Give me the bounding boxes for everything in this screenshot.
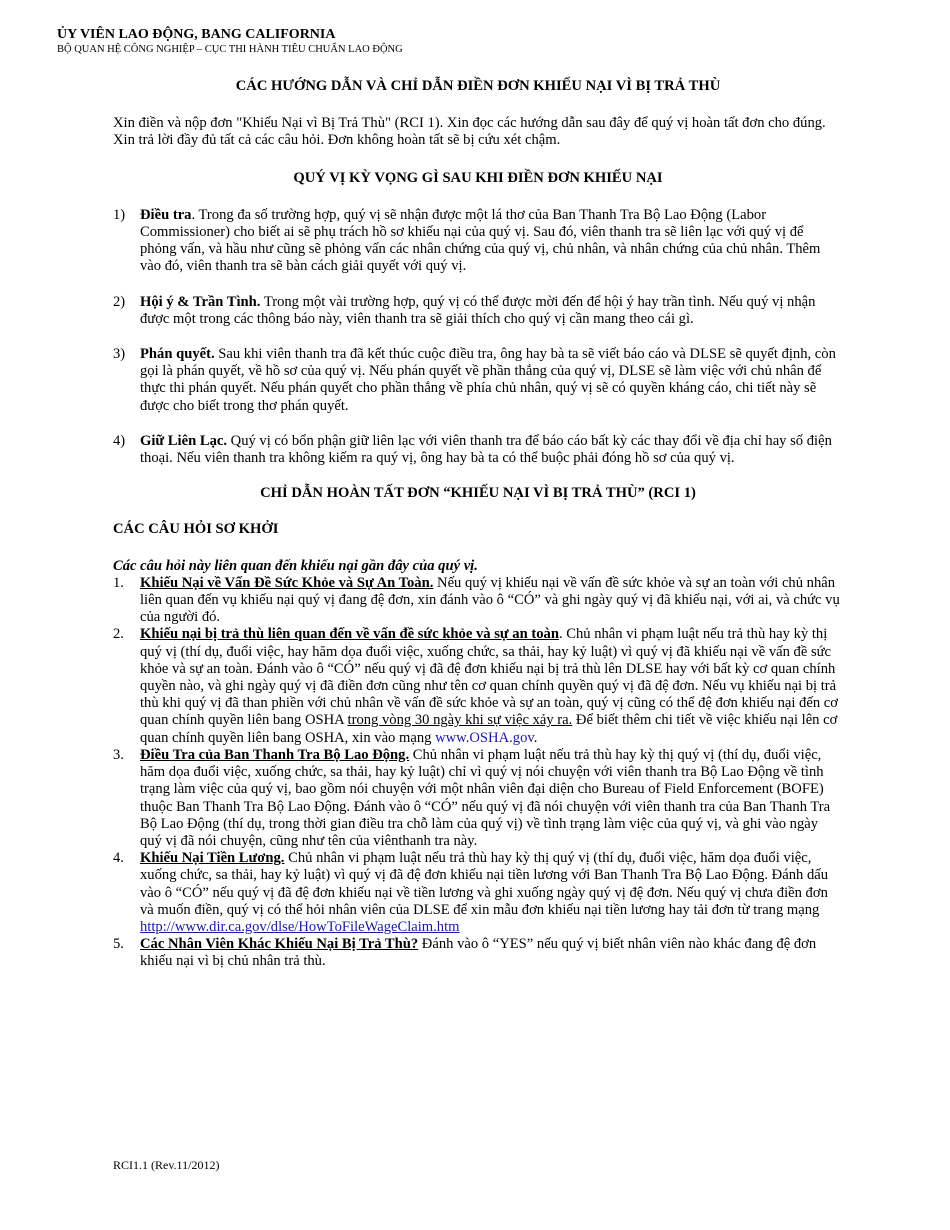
question-text-end: . [533,729,538,746]
question-label: Khiếu Nại Tiền Lương. [140,850,285,867]
questions-subheading: Các câu hỏi này liên quan đến khiếu nại gần đây của quý vị. [113,557,478,574]
document-body [113,78,843,971]
question-item [113,575,843,627]
agency-header [57,27,897,56]
item-number: 1) [113,206,126,223]
question-text: Chủ nhân vi phạm luật nếu trả thù hay kỳ thị quý vị (thí dụ, đuổi việc, hăm dọa đuổi việc, xuống chức, sa thải, hay kỷ luật) chỉ vì quý vị nói chuyện với viên thanh tra Bộ Lao Động về tình trạng làm việc của quý vị, bao gồm nói chuyện với một nhân viên đại diện cho Bureau of Field Enforcement (BOFE) thuộc Ban Thanh Tra Bộ Lao Động. Đánh vào ô “CÓ” nếu quý vị đã nói chuyện với viên thanh tra của Ban Thanh Tra Bộ Lao Động (thí dụ, trong thời gian điều tra chỗ làm của quý vị) về tình trạng làm việc của quý vị, và ghi vào ngày quý vị đã nói chuyện, cũng như tên của viênthanh tra này. [140,746,831,849]
question-label: Khiếu Nại về Vấn Đề Sức Khỏe và Sự An Toàn. [140,574,434,591]
question-item [113,747,843,850]
questions-list [113,575,843,971]
section2-heading: CHỈ DẪN HOÀN TẤT ĐƠN “KHIẾU NẠI VÌ BỊ TRẢ THÙ” (RCI 1) [260,485,696,502]
item-label: Điều tra [140,206,192,223]
list-item [113,294,843,328]
question-text: . Chủ nhân vi phạm luật nếu trả thù hay kỳ thị quý vị (thí dụ, đuổi việc, hay hăm dọa đuổi việc, xuống chức, sa thải, hay kỷ luật) vì quý vị đã khiếu nại về vấn đề sức khỏe và sự an toàn. Đánh vào ô “CÓ” nếu quý vị đã đệ đơn khiếu nại bị trả thù lên DLSE hay với bất kỳ cơ quan chính quyền nào, và ghi ngày quý vị đã điền đơn cũng như tên cơ quan chính quyền quý vị đã đệ đơn. Nếu vụ khiếu nại bị trả thù khi quý vị đã than phiền với chủ nhân về vấn đề sức khỏe và sự an toàn, quý vị cũng có thể đệ đơn khiếu nại đến cơ quan chính quyền liên bang OSHA [140,626,838,729]
item-number: 3) [113,346,126,363]
list-item [113,433,843,467]
question-number: 3. [113,746,124,763]
list-item [113,207,843,276]
form-revision-footer: RCI1.1 (Rev.11/2012) [113,1158,220,1172]
deadline-note: trong vòng 30 ngày khi sự việc xảy ra. [347,712,573,729]
intro-paragraph: Xin điền và nộp đơn "Khiếu Nại vì Bị Trả Thù" (RCI 1). Xin đọc các hướng dẫn sau đây để quý vị hoàn tất đơn cho đúng. Xin trả lời đầy đủ tất cả các câu hỏi. Đơn không hoàn tất sẽ bị cứu xét chậm. [113,115,826,149]
question-label: Khiếu nại bị trả thù liên quan đến về vấn đề sức khỏe và sự an toàn [140,626,559,643]
department-name: BỘ QUAN HỆ CÔNG NGHIỆP – CỤC THI HÀNH TIÊU CHUẨN LAO ĐỘNG [57,44,403,55]
question-number: 1. [113,574,124,591]
list-item [113,346,843,415]
question-text: Đánh vào ô “YES” nếu quý vị biết nhân viên nào khác đang đệ đơn khiếu nại vì bị chủ nhân trả thù. [140,936,817,970]
question-item [113,850,843,936]
item-text: Trong một vài trường hợp, quý vị có thể được mời đến để hội ý hay trần tình. Nếu quý vị nhận được một trong các thông báo này, viên thanh tra sẽ giải thích cho quý vị cần mang theo cái gì. [140,293,816,327]
expectations-list [113,207,843,467]
page-title: CÁC HƯỚNG DẪN VÀ CHỈ DẪN ĐIỀN ĐƠN KHIẾU NẠI VÌ BỊ TRẢ THÙ [235,78,721,94]
item-number: 4) [113,432,126,449]
question-label: Các Nhân Viên Khác Khiếu Nại Bị Trả Thù? [140,936,419,953]
question-label: Điều Tra của Ban Thanh Tra Bộ Lao Động. [140,746,410,763]
section1-heading: QUÝ VỊ KỲ VỌNG GÌ SAU KHI ĐIỀN ĐƠN KHIẾU NẠI [293,169,663,186]
item-text: . Trong đa số trường hợp, quý vị sẽ nhận được một lá thơ của Ban Thanh Tra Bộ Lao Động (Labor Commissioner) cho biết ai sẽ phụ trách hồ sơ khiếu nại của quý vị. Sau đó, viên thanh tra sẽ liên lạc với quý vị để phỏng vấn, và hầu như cũng sẽ phỏng vấn các nhân chứng của quý vị, chủ nhân, và nhân chứng của chủ nhân. Thêm vào đó, viên thanh tra sẽ bàn cách giải quyết với quý vị. [140,206,821,275]
question-number: 5. [113,936,124,953]
question-number: 4. [113,850,124,867]
item-text: Sau khi viên thanh tra đã kết thúc cuộc điều tra, ông hay bà ta sẽ viết báo cáo và DLSE sẽ quyết định, còn gọi là phán quyết, về hồ sơ của quý vị. Nếu phán quyết về phần thắng của quý vị, DLSE sẽ làm việc với chủ nhân để thực thi phán quyết. Nếu phán quyết cho phần thắng về phía chủ nhân, quý vị sẽ có quyền kháng cáo, chi tiết này sẽ được cho biết trong thơ phán quyết. [140,346,836,414]
agency-name: ỦY VIÊN LAO ĐỘNG, BANG CALIFORNIA [57,27,336,42]
item-label: Giữ Liên Lạc. [140,432,227,449]
question-item [113,936,843,970]
question-text-cont: Để biết thêm chi tiết về việc khiếu nại lên cơ quan chính quyền liên bang OSHA, xin vào mạng [140,712,838,746]
preliminary-questions-heading: CÁC CÂU HỎI SƠ KHỞI [113,521,279,538]
item-label: Hội ý & Trần Tình. [140,293,261,310]
question-text: Chủ nhân vi phạm luật nếu trả thù hay kỳ thị quý vị (thí dụ, đuổi việc, hăm dọa đuổi việc, xuống chức, sa thải, hay kỷ luật) vì quý vị đã đệ đơn khiếu nại tiền lương với Ban Thanh Tra Bộ Lao Động. Đánh dấu vào ô “CÓ” nếu quý vị đã đệ đơn khiếu nại về tiền lương và ghi xuống ngày quý vị đệ đơn. Nếu quý vị chưa điền đơn và muốn điền, quý vị có thể hỏi nhân viên của DLSE để xin mẫu đơn khiếu nại tiền lương hay tải đơn từ trang mạng [140,850,829,918]
item-text: Quý vị có bổn phận giữ liên lạc với viên thanh tra để báo cáo bất kỳ các thay đổi về địa chỉ hay số điện thoại. Nếu viên thanh tra không kiếm ra quý vị, ông hay bà ta có thể buộc phải đóng hồ sơ của quý vị. [140,432,832,467]
question-text: Nếu quý vị khiếu nại về vấn đề sức khỏe và sự an toàn với chủ nhân liên quan đến vụ khiếu nại quý vị đang đệ đơn, xin đánh vào ô “CÓ” và ghi ngày quý vị đã khiếu nại, với ai, và chức vụ của người đó. [140,574,840,626]
question-item [113,626,843,746]
item-number: 2) [113,293,126,310]
wage-claim-link[interactable]: http://www.dir.ca.gov/dlse/HowToFileWageClaim.htm [140,918,460,935]
question-number: 2. [113,626,124,643]
item-label: Phán quyết. [140,346,215,363]
osha-link[interactable]: www.OSHA.gov [435,729,534,746]
